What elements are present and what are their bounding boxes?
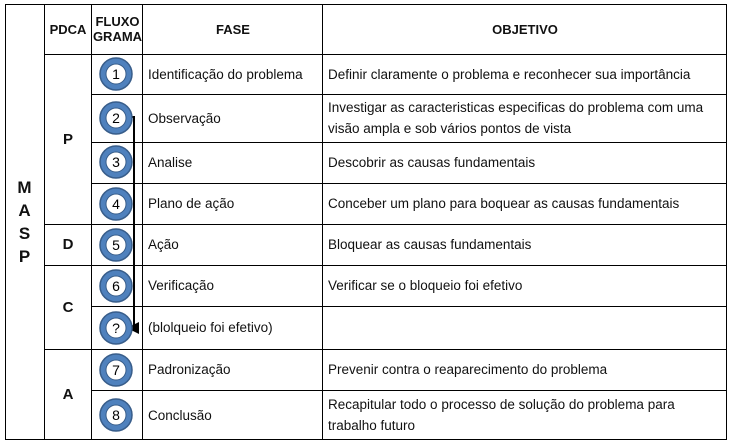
fase-text: Ação — [148, 237, 179, 252]
fase-text: Observação — [148, 110, 221, 126]
step-number: 3 — [112, 154, 120, 170]
objetivo-text — [323, 390, 727, 440]
step-number: 5 — [112, 237, 120, 253]
header-fluxograma-line1: FLUXO — [95, 14, 140, 29]
objetivo-text — [323, 306, 727, 349]
objetivo-text: Prevenir contra o reaparecimento do problema — [328, 362, 608, 377]
fase-text: Conclusão — [148, 407, 212, 423]
step-circle-2 — [100, 102, 132, 134]
fase-text: Identificação do problema — [148, 66, 303, 82]
objetivo-text — [323, 94, 727, 142]
masp-letter: S — [18, 224, 31, 243]
masp-letter: A — [18, 201, 31, 220]
step-circle-decision — [100, 312, 132, 344]
fase-text: Plano de ação — [148, 196, 235, 211]
header-pdca: PDCA — [49, 21, 87, 37]
fase-text: Padronização — [148, 362, 231, 377]
objetivo-line: Recapitular todo o processo de solução do problema para — [328, 397, 675, 412]
objetivo-text: Bloquear as causas fundamentais — [328, 237, 532, 252]
objetivo-line: Investigar as caracteristicas especificas do problema com uma — [328, 100, 704, 115]
fase-text: (blolqueio foi efetivo) — [148, 320, 273, 335]
step-number: 2 — [112, 110, 120, 126]
pdca-do: D — [62, 236, 74, 253]
objetivo-text — [323, 54, 727, 94]
step-number: 4 — [112, 196, 120, 212]
step-circle-4 — [100, 188, 132, 220]
fase-text: Analise — [148, 155, 193, 170]
objetivo-text: Conceber um plano para boquear as causas fundamentais — [328, 196, 680, 211]
step-circle-1 — [100, 58, 132, 90]
step-number: 6 — [112, 278, 120, 294]
objetivo-text: Verificar se o bloqueio foi efetivo — [328, 278, 523, 293]
step-circle-8 — [100, 399, 132, 431]
fase-text: Verificação — [148, 278, 215, 293]
step-circle-3 — [100, 146, 132, 178]
pdca-check: C — [62, 298, 74, 316]
masp-letter: P — [18, 247, 31, 266]
step-number: ? — [112, 320, 120, 336]
step-number: 7 — [112, 362, 120, 378]
header-fluxograma-line2: GRAMA — [92, 29, 143, 44]
objetivo-text: Descobrir as causas fundamentais — [328, 155, 536, 170]
step-circle-5 — [100, 229, 132, 261]
step-circle-6 — [100, 270, 132, 302]
pdca-plan: P — [62, 130, 73, 148]
step-number: 8 — [112, 407, 120, 423]
objetivo-line: trabalho futuro — [328, 418, 416, 433]
masp-letter: M — [17, 178, 32, 197]
masp-table — [5, 4, 727, 440]
objetivo-line: visão ampla e sob vários pontos de vista — [328, 121, 572, 136]
objetivo-line: Definir claramente o problema e reconhecer sua importância — [328, 66, 691, 82]
step-circle-7 — [100, 354, 132, 386]
step-number: 1 — [112, 66, 120, 82]
pdca-act: A — [62, 386, 74, 403]
header-fase: FASE — [216, 21, 250, 37]
header-objetivo: OBJETIVO — [492, 21, 558, 37]
